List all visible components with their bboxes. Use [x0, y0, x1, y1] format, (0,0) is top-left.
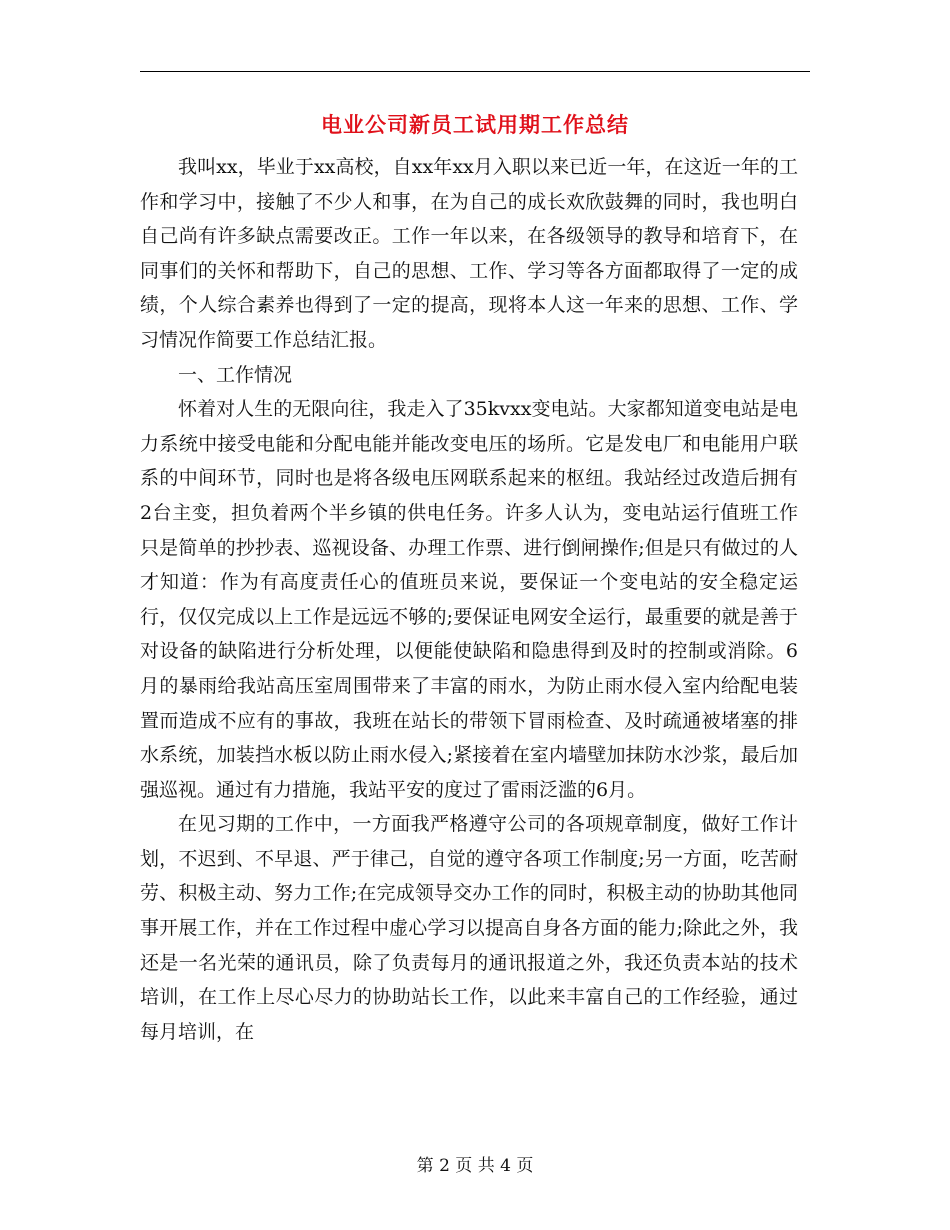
paragraph-probation: 在见习期的工作中，一方面我严格遵守公司的各项规章制度，做好工作计划，不迟到、不早退、严于律己，自觉的遵守各项工作制度;另一方面，吃苦耐劳、积极主动、努力工作;在完成领导交办工作的同时，积极主动的协助其他同事开展工作，并在工作过程中虚心学习以提高自身各方面的能力;除此之外，我还是一名光荣的通讯员，除了负责每月的通讯报道之外，我还负责本站的技术培训，在工作上尽心尽力的协助站长工作，以此来丰富自己的工作经验，通过每月培训，在: [140, 813, 798, 1043]
section-heading-work: 一、工作情况: [178, 363, 293, 386]
header-rule: [140, 71, 810, 72]
document-body: [140, 150, 798, 1049]
document-title: 电业公司新员工试用期工作总结: [321, 112, 629, 137]
paragraph-work-details: 怀着对人生的无限向往，我走入了35kvxx变电站。大家都知道变电站是电力系统中接受电能和分配电能并能改变电压的场所。它是发电厂和电能用户联系的中间环节，同时也是将各级电压网联系起来的枢纽。我站经过改造后拥有2台主变，担负着两个半乡镇的供电任务。许多人认为，变电站运行值班工作只是简单的抄抄表、巡视设备、办理工作票、进行倒闸操作;但是只有做过的人才知道：作为有高度责任心的值班员来说，要保证一个变电站的安全稳定运行，仅仅完成以上工作是远远不够的;要保证电网安全运行，最重要的就是善于对设备的缺陷进行分析处理，以便能使缺陷和隐患得到及时的控制或消除。6月的暴雨给我站高压室周围带来了丰富的雨水，为防止雨水侵入室内给配电装置而造成不应有的事故，我班在站长的带领下冒雨检查、及时疏通被堵塞的排水系统，加装挡水板以防止雨水侵入;紧接着在室内墙壁加抹防水沙浆，最后加强巡视。通过有力措施，我站平安的度过了雷雨泛滥的6月。: [140, 398, 798, 801]
paragraph-intro: 我叫xx，毕业于xx高校，自xx年xx月入职以来已近一年，在这近一年的工作和学习中，接触了不少人和事，在为自己的成长欢欣鼓舞的同时，我也明白自己尚有许多缺点需要改正。工作一年以来，在各级领导的教导和培育下，在同事们的关怀和帮助下，自己的思想、工作、学习等各方面都取得了一定的成绩，个人综合素养也得到了一定的提高，现将本人这一年来的思想、工作、学习情况作简要工作总结汇报。: [140, 156, 798, 351]
page-number-footer: 第 2 页 共 4 页: [416, 1156, 534, 1176]
